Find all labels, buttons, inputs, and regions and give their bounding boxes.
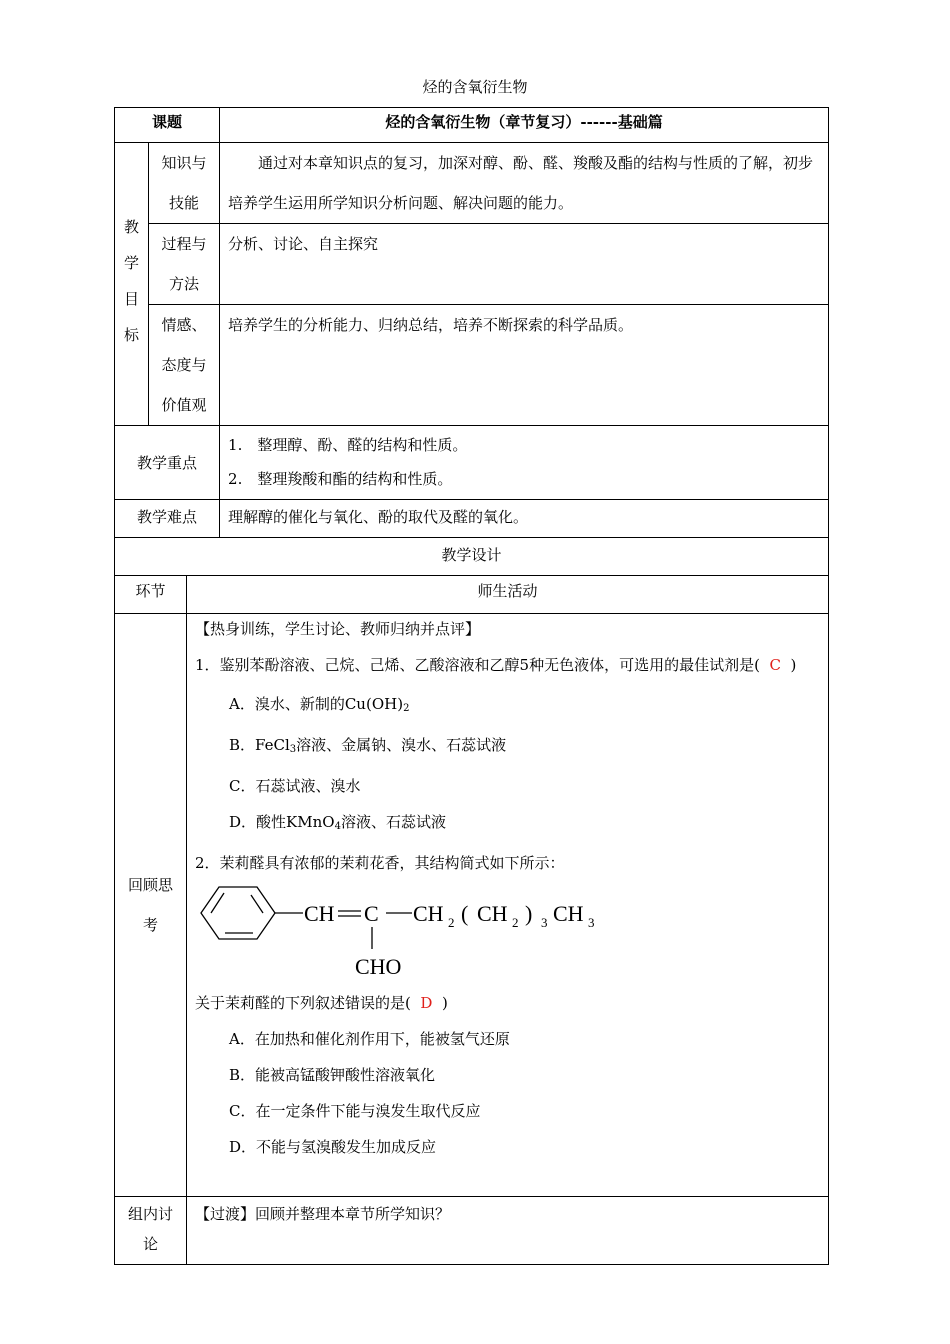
answer-2: D [420,994,433,1012]
topic-label: 课题 [115,108,220,143]
key-point-item: 1. 整理醇、酚、醛的结构和性质。 [228,436,468,454]
emotion-label: 情感、 态度与 价值观 [149,305,220,426]
review-heading: 【热身训练，学生讨论、教师归纳并点评】 [195,620,481,638]
jasminaldehyde-structure [195,881,615,981]
formula-ch: CH [304,901,335,926]
question-1: 1．鉴别苯酚溶液、己烷、己烯、乙酸溶液和乙醇5种无色液体，可选用的最佳试剂是( C ) [195,656,797,674]
q1-option-c: C．石蕊试液、溴水 [229,777,361,795]
emotion-text: 培养学生的分析能力、归纳总结，培养不断探索的科学品质。 [220,305,829,426]
formula-c: C [364,901,379,926]
activity-column-header: 师生活动 [187,576,829,614]
knowledge-text: 通过对本章知识点的复习，加深对醇、酚、醛、羧酸及酯的结构与性质的了解，初步培养学生运用所学知识分析问题、解决问题的能力。 [220,143,829,224]
q2-option-b: B．能被高锰酸钾酸性溶液氧化 [229,1066,436,1084]
formula-ch3: CH [553,901,584,926]
formula-sub3b: 3 [588,915,595,930]
formula-sub2b: 2 [512,915,519,930]
formula-ch2b: CH [477,901,508,926]
formula-paren-open: ( [461,901,469,926]
process-label: 过程与 方法 [149,224,220,305]
group-activity-text: 【过渡】回顾并整理本章节所学知识？ [187,1197,829,1265]
q1-option-a: A．溴水、新制的$Cu(OH)_2$ [229,695,410,714]
topic-value: 烃的含氧衍生物（章节复习）------基础篇 [220,108,829,143]
process-text: 分析、讨论、自主探究 [220,224,829,305]
q2-option-c: C．在一定条件下能与溴发生取代反应 [229,1102,481,1120]
formula-sub2: 2 [448,915,455,930]
difficulties-text: 理解醇的催化与氧化、酚的取代及醛的氧化。 [220,500,829,538]
review-stage-label: 回顾思 考 [115,614,187,1197]
question-2: 关于茉莉醛的下列叙述错误的是( D ) [195,994,448,1012]
q1-option-d: D．酸性KMnO$_4$溶液、石蕊试液 [229,813,446,832]
difficulties-label: 教学难点 [115,500,220,538]
question-2-stem: 2．茉莉醛具有浓郁的茉莉花香，其结构简式如下所示： [195,854,565,872]
formula-paren-close: ) [525,901,533,926]
stage-column-header: 环节 [115,576,187,614]
q1-option-b: B．FeCl$_3$溶液、金属钠、溴水、石蕊试液 [229,736,507,755]
q2-option-a: A．在加热和催化剂作用下，能被氢气还原 [229,1030,510,1048]
answer-1: C [769,656,781,674]
q2-option-d: D．不能与氢溴酸发生加成反应 [229,1138,437,1156]
design-heading: 教学设计 [115,538,829,576]
key-point-item: 2. 整理羧酸和酯的结构和性质。 [228,470,453,488]
knowledge-label: 知识与 技能 [149,143,220,224]
formula-sub3: 3 [541,915,548,930]
group-stage-label: 组内讨 论 [115,1197,187,1265]
lesson-plan-table [114,107,829,1265]
formula-cho: CHO [355,954,402,979]
review-activities [187,614,829,1197]
formula-ch2: CH [413,901,444,926]
objectives-group-label: 教 学 目 标 [115,143,149,426]
key-points-label: 教学重点 [115,426,220,500]
document-title: 烃的含氧衍生物 [422,78,528,96]
key-points-list [220,426,829,500]
